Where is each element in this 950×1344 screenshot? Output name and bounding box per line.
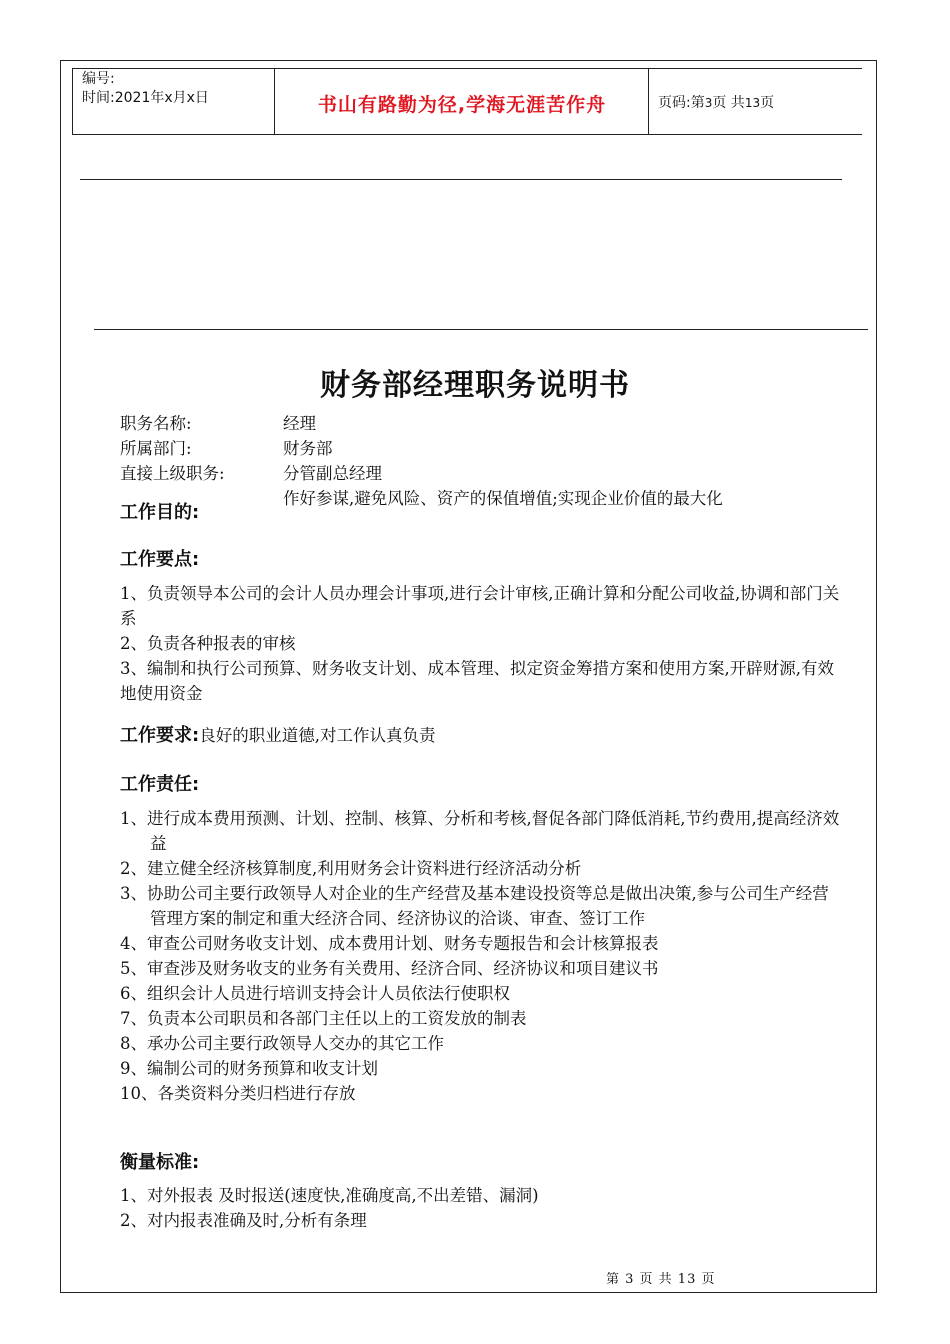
field-label: 职务名称: [120,414,192,433]
requirements-heading [120,721,435,747]
goal-heading: 工作目的: [120,502,200,523]
header-top-border [72,68,862,69]
list-item: 1、负责领导本公司的会计人员办理会计事项,进行会计审核,正确计算和分配公司收益,协调和部门关系 [120,584,840,628]
list-item: 10、各类资料分类归档进行存放 [120,1084,356,1103]
list-item: 4、审查公司财务收支计划、成本费用计划、财务专题报告和会计核算报表 [120,934,659,953]
header-divider [274,68,275,135]
goal-value: 作好参谋,避免风险、资产的保值增值;实现企业价值的最大化 [283,489,723,508]
field-value: 分管副总经理 [283,464,382,483]
list-item: 9、编制公司的财务预算和收支计划 [120,1059,378,1078]
header-page-number: 页码:第3页 共13页 [658,95,775,111]
list-item: 2、负责各种报表的审核 [120,634,296,653]
standards-heading: 衡量标准: [120,1152,200,1173]
page-footer: 第 3 页 共 13 页 [606,1272,716,1287]
header-table [72,68,862,135]
header-left-border [72,68,73,135]
list-item: 1、对外报表 及时报送(速度快,准确度高,不出差错、漏洞) [120,1186,539,1205]
responsibilities-list [120,806,842,1106]
list-item: 2、建立健全经济核算制度,利用财务会计资料进行经济活动分析 [120,859,582,878]
time-label: 时间:2021年x月x日 [82,90,209,106]
header-bottom-border [72,134,862,135]
list-item: 3、编制和执行公司预算、财务收支计划、成本管理、拟定资金筹措方案和使用方案,开辟财源,有效地使用资金 [120,659,834,703]
list-item: 5、审查涉及财务收支的业务有关费用、经济合同、经济协议和项目建议书 [120,959,659,978]
header-divider [648,68,649,135]
list-item: 3、协助公司主要行政领导人对企业的生产经营及基本建设投资等总是做出决策,参与公司生产经营管理方案的制定和重大经济合同、经济协议的洽谈、审查、签订工作 [120,884,829,928]
list-item: 7、负责本公司职员和各部门主任以上的工资发放的制表 [120,1009,527,1028]
responsibilities-heading: 工作责任: [120,774,200,795]
document-title: 财务部经理职务说明书 [320,368,630,403]
list-item: 1、进行成本费用预测、计划、控制、核算、分析和考核,督促各部门降低消耗,节约费用,提高经济效益 [120,809,840,853]
field-value: 财务部 [283,439,333,458]
list-item: 6、组织会计人员进行培训支持会计人员依法行使职权 [120,984,510,1003]
field-label: 所属部门: [120,439,192,458]
points-list [120,581,842,706]
requirements-label: 工作要求: [120,725,200,746]
points-heading: 工作要点: [120,549,200,570]
field-label: 直接上级职务: [120,464,225,483]
header-meta [82,70,209,108]
requirements-value: 良好的职业道德,对工作认真负责 [199,726,436,745]
list-item: 8、承办公司主要行政领导人交办的其它工作 [120,1034,444,1053]
field-value: 经理 [283,414,316,433]
standards-list [120,1183,842,1233]
list-item: 2、对内报表准确及时,分析有条理 [120,1211,367,1230]
code-label: 编号: [82,71,115,87]
horizontal-rule [80,179,842,180]
horizontal-rule [94,329,868,330]
header-motto: 书山有路勤为径,学海无涯苦作舟 [317,94,607,116]
